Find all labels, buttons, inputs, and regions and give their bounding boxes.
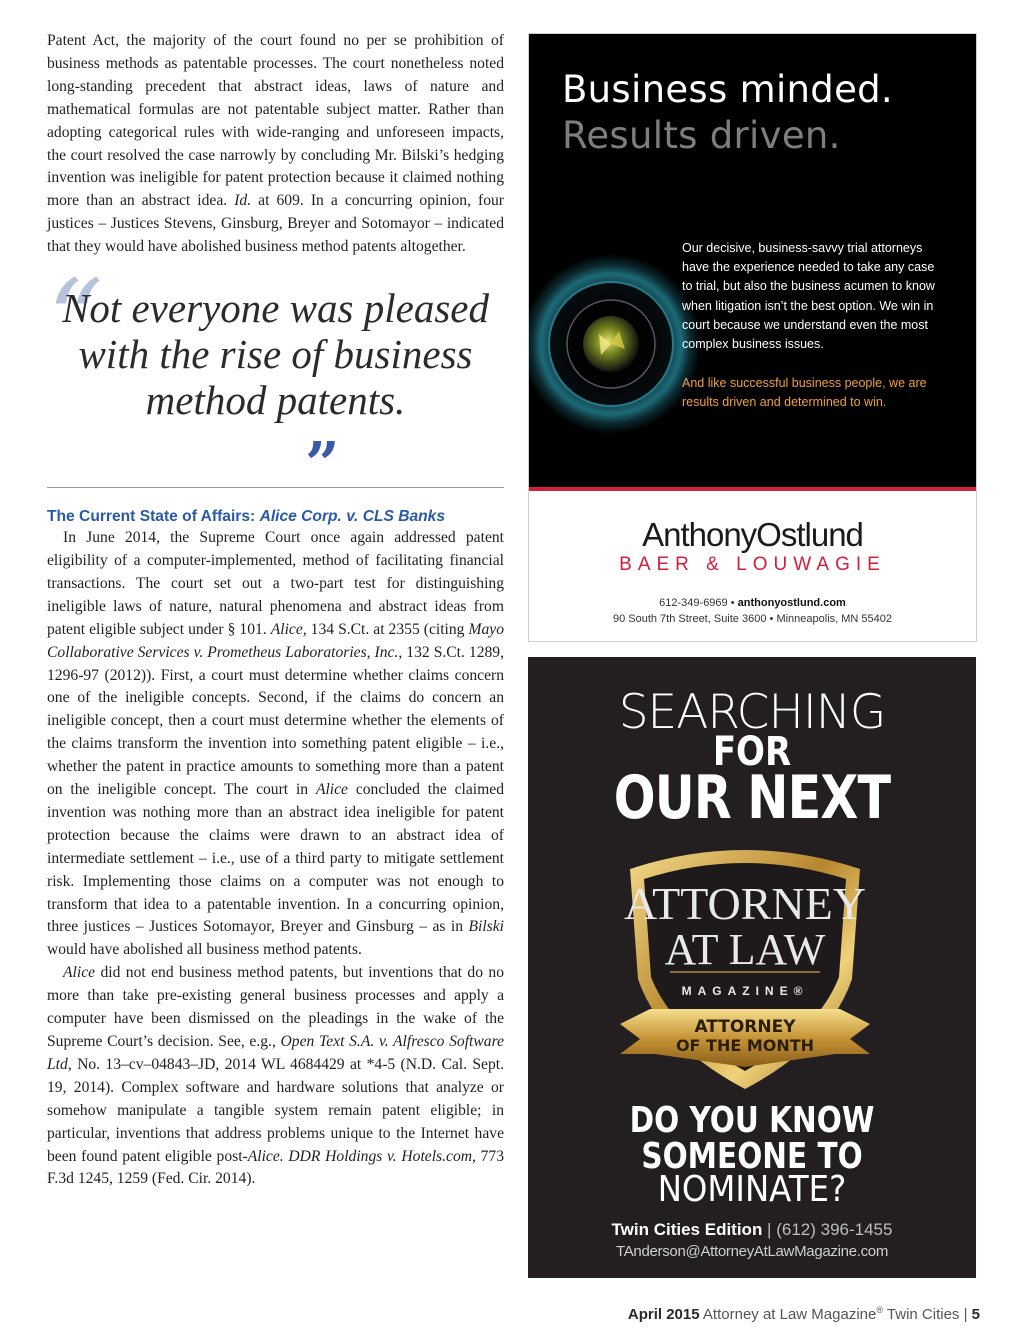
edition-phone: (612) 396-1455 xyxy=(776,1220,893,1239)
ad-accent-bar xyxy=(529,487,976,491)
firm-contact-line-1 xyxy=(529,596,976,612)
case-name: Alice, xyxy=(270,620,307,638)
pull-quote-text: Not everyone was pleased with the rise of business method patents. xyxy=(62,285,489,424)
pull-quote xyxy=(47,256,504,501)
article-paragraph-3 xyxy=(47,962,504,1191)
ribbon-line-2: OF THE MONTH xyxy=(675,1036,815,1055)
heading-text: The Current State of Affairs: xyxy=(47,508,260,526)
ribbon-line-1: ATTORNEY xyxy=(694,1017,796,1037)
badge-magazine-label: MAGAZINE® xyxy=(681,984,809,998)
registered-mark: ® xyxy=(876,1305,883,1315)
bullet-separator: • xyxy=(769,612,774,625)
paragraph-text: , No. 13–cv–04843–JD, 2014 WL 4684429 at *4-5 (N.D. Cal. Sept. 19, 2014). Complex software and hardware solutions that analyze or somehow manipulate a tangible system remain patent eligible; in particular, inventions that address problems unique to the Internet have been found patent eligible post- xyxy=(47,1055,504,1165)
badge-title-line-1: ATTORNEY xyxy=(624,878,866,929)
article-paragraph-1 xyxy=(47,30,504,259)
anthony-ostlund-ad xyxy=(528,33,977,642)
ad-subheadline: Results driven. xyxy=(562,114,841,157)
bullet-separator: • xyxy=(730,597,735,609)
shield-badge-icon xyxy=(610,839,880,1101)
ad-black-panel xyxy=(529,34,976,487)
paragraph-text: would have abolished all business method patents. xyxy=(47,941,362,959)
separator: | xyxy=(762,1220,777,1239)
ad2-question-line-3: NOMINATE? xyxy=(657,1169,847,1210)
article-column xyxy=(47,30,504,1191)
ad-headline: Business minded. xyxy=(562,68,893,111)
footer-issue: April 2015 xyxy=(627,1306,700,1323)
paragraph-text: concluded the claimed invention was nothing more than an abstract idea ineligible for patent protection because the claims were drawn to an abstract idea of intermediate settlement – i.e., use of a third party to mitigate settlement risk. Implementing those claims on a computer was not enough to transform that idea to a patentable invention. In a concurring opinion, three justices – Justices Sotomayor, Breyer and Ginsburg – as in xyxy=(47,781,504,936)
edition-name: Twin Cities Edition xyxy=(611,1220,763,1239)
paragraph-text: In June 2014, the Supreme Court once again addressed patent eligibility of a computer-implemented, method of facilitating financial transactions. The court set out a two-part test for distinguishing ineligible laws of nature, natural phenomena and abstract ideas from patent eligible subject under § 101. xyxy=(47,529,504,638)
ad2-email: TAnderson@AttorneyAtLawMagazine.com xyxy=(615,1243,889,1260)
page-footer xyxy=(628,1305,980,1323)
ad2-line-for: FOR xyxy=(712,729,792,775)
paragraph-text: , 773 F.3d 1245, 1259 (Fed. Cir. 2014). xyxy=(47,1147,505,1188)
case-name: Alice xyxy=(63,964,96,982)
paragraph-text: , 132 S.Ct. 1289, 1296-97 (2012)). First, a court must determine whether claims concern one of the ineligible concepts. Second, if the claims do concern an ineligible concept, then a court must determine whether the elements of the claims transform the invention into something patent eligible – i.e., whether the patent in practice amounts to something more than a patent on the ineligible concept. The court in xyxy=(47,643,504,799)
footer-magazine: Attorney at Law Magazine xyxy=(699,1306,877,1323)
badge-title-line-2: AT LAW xyxy=(664,925,826,974)
firm-address: 90 South 7th Street, Suite 3600 xyxy=(612,612,767,625)
ad-body-text: Our decisive, business-savvy trial attorneys have the experience needed to take any case to trial, but also the business acumen to know when litigation isn’t the best option. We win in court because we understand even the most complex business issues. xyxy=(682,241,935,352)
paragraph-text: Patent Act, the majority of the court found no per se prohibition of business methods as patentable processes. The court nonetheless noted long-standing precedent that abstract ideas, laws of nature and mathematical formulas are not patentable subject matter. Rather than adopting categorical rules with wide-ranging and unforeseen impacts, the court resolved the case narrowly by concluding Mr. Bilski’s hedging invention was ineligible for patent protection because it claimed nothing more than an abstract idea. xyxy=(47,32,504,210)
firm-city: Minneapolis, MN 55402 xyxy=(776,612,893,625)
ad-tagline: And like successful business people, we are results driven and determined to win. xyxy=(682,376,927,410)
divider xyxy=(47,487,504,488)
firm-logo-name: AnthonyOstlund xyxy=(642,516,863,553)
firm-contact xyxy=(529,596,976,627)
close-quote-mark: ” xyxy=(305,430,340,501)
case-name: Alice xyxy=(315,781,348,799)
paragraph-text: 134 S.Ct. at 2355 (citing xyxy=(306,620,469,638)
ad2-question-line-1: DO YOU KNOW xyxy=(629,1100,875,1141)
firm-contact-line-2 xyxy=(529,612,976,628)
page-number: 5 xyxy=(971,1306,980,1323)
firm-logo-subname: BAER & LOUWAGIE xyxy=(619,554,886,575)
open-quote-mark: “ xyxy=(47,256,104,385)
case-name: Bilski xyxy=(468,918,504,936)
attorney-of-month-ad xyxy=(528,657,976,1278)
firm-phone: 612-349-6969 xyxy=(659,597,728,609)
section-heading xyxy=(47,507,504,527)
citation: Id. xyxy=(234,192,252,210)
ad2-line-searching: SEARCHING xyxy=(618,685,886,740)
footer-separator: | xyxy=(959,1306,972,1323)
ad2-line-our-next: OUR NEXT xyxy=(613,763,891,833)
footer-edition: Twin Cities xyxy=(883,1306,960,1323)
case-name: Alice. DDR Holdings v. Hotels.com xyxy=(247,1147,472,1165)
heading-case-name: Alice Corp. v. CLS Banks xyxy=(259,508,446,526)
paragraph-text: at 609. In a concurring opinion, four justices – Justices Stevens, Ginsburg, Breyer and Sotomayor – indicated that they would have abolished business method patents altogether. xyxy=(47,192,504,256)
ad2-question-line-2: SOMEONE TO xyxy=(641,1136,863,1177)
ad2-edition-line xyxy=(528,1220,976,1240)
case-name: Open Text S.A. v. Alfresco Software Ltd xyxy=(47,1033,504,1073)
article-paragraph-2 xyxy=(47,527,504,962)
firm-website: anthonyostlund.com xyxy=(737,597,846,609)
paragraph-text: did not end business method patents, but inventions that do no more than take pre-existing general business processes and apply a computer have been dismissed on the pleadings in the wake of the Supreme Court’s decision. See, e.g., xyxy=(47,964,504,1050)
case-name: Mayo Collaborative Services v. Prometheus Laboratories, Inc. xyxy=(47,620,504,661)
